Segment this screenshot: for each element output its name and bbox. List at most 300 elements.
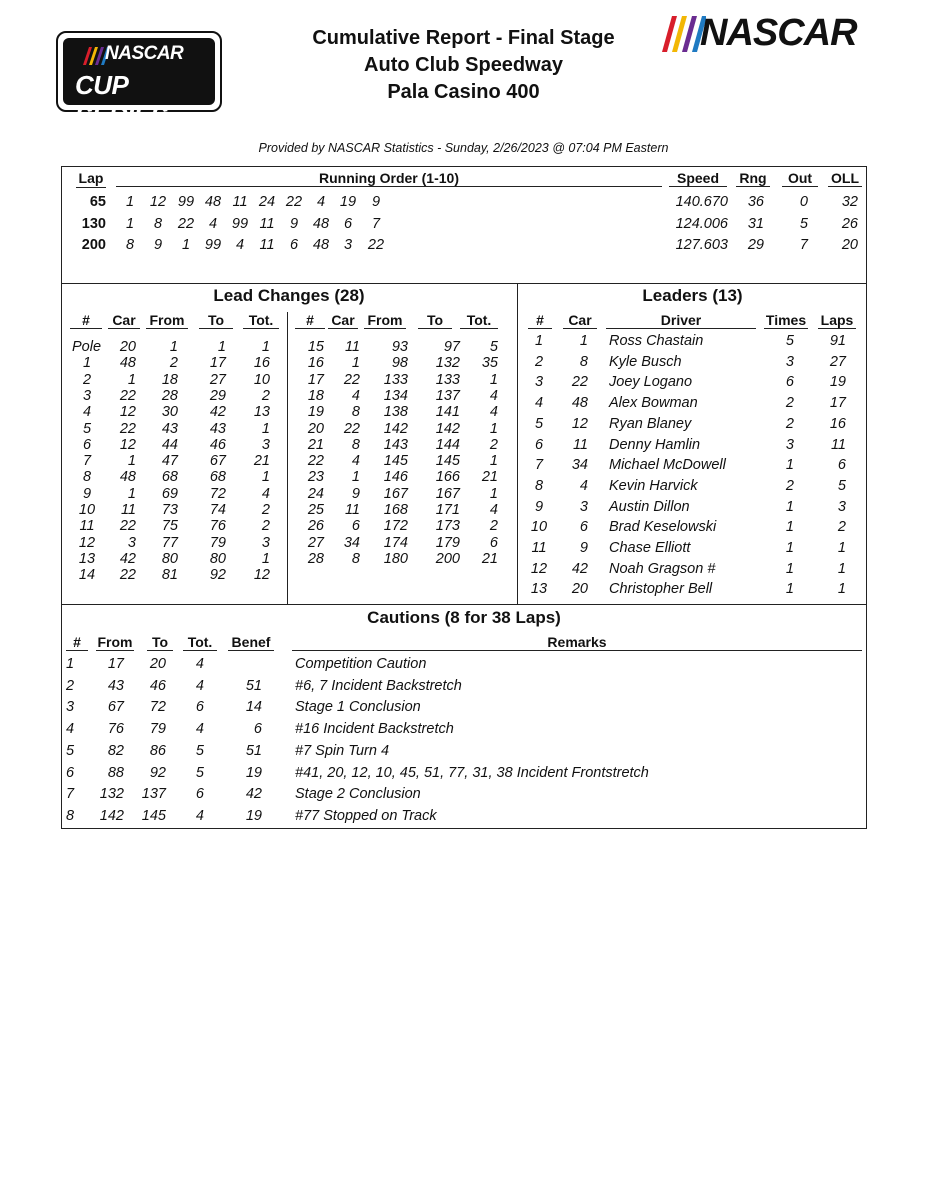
lead-change-cell: 72: [209, 485, 226, 502]
lead-change-cell: 28: [307, 550, 324, 567]
lead-change-cell: 6: [351, 518, 360, 535]
caution-from: 67: [107, 699, 124, 716]
leaders-title: Leaders (13): [642, 286, 743, 305]
running-order-rng: 29: [747, 237, 764, 253]
lead-change-cell: 1: [217, 339, 226, 355]
nascar-logo: [662, 14, 868, 54]
lead-change-cell: 4: [351, 453, 360, 470]
lead-change-cell: 12: [119, 436, 136, 453]
leader-car: 12: [571, 415, 588, 432]
running-order-car: 9: [371, 194, 381, 210]
lead-change-cell: 137: [435, 387, 460, 404]
race-name: Pala Casino 400: [387, 81, 540, 103]
lead-change-cell: 138: [383, 404, 408, 421]
leader-rank: 10: [530, 519, 548, 536]
running-order-car: 4: [316, 194, 326, 210]
cautions-title: Cautions (8 for 38 Laps): [367, 608, 561, 627]
lead-changes-col-header: Tot.: [460, 312, 498, 329]
running-order-car: 8: [153, 215, 163, 232]
leader-times: 2: [785, 395, 794, 412]
track-name: Auto Club Speedway: [364, 54, 563, 76]
leader-times: 1: [785, 519, 794, 536]
leader-driver: Ross Chastain: [609, 333, 704, 349]
lead-change-cell: 2: [261, 518, 270, 535]
caution-number: 2: [66, 677, 75, 694]
caution-benef: 14: [245, 699, 262, 716]
running-order-car: 12: [149, 194, 167, 210]
lead-changes-title: Lead Changes (28): [213, 286, 365, 305]
lead-changes-col-header: Car: [108, 312, 140, 329]
lead-change-cell: 167: [383, 485, 408, 502]
leaders-col-header: Car: [563, 312, 597, 329]
lead-change-cell: 22: [307, 453, 324, 470]
running-order-car: 99: [231, 215, 249, 232]
lead-change-cell: 2: [169, 355, 178, 372]
lead-change-cell: 4: [489, 387, 498, 404]
lead-change-cell: 25: [307, 502, 324, 518]
leader-times: 3: [785, 353, 794, 370]
lead-change-cell: 4: [351, 387, 360, 404]
lead-changes-col-header: To: [199, 312, 233, 329]
running-order-car: 48: [312, 215, 330, 232]
lead-change-cell: 1: [82, 355, 92, 372]
lead-change-cell: 141: [435, 404, 460, 421]
caution-benef: 51: [245, 742, 262, 759]
lead-change-cell: 8: [351, 404, 360, 421]
lead-change-cell: 1: [489, 485, 498, 502]
caution-total: 4: [195, 807, 204, 824]
lead-change-cell: 132: [435, 355, 460, 372]
lead-change-cell: 145: [383, 453, 408, 470]
caution-total: 4: [195, 656, 204, 672]
lead-change-cell: 21: [481, 550, 498, 567]
leader-laps: 3: [837, 498, 846, 515]
lead-change-cell: 77: [161, 534, 178, 551]
caution-from: 82: [107, 742, 124, 759]
leader-car: 11: [572, 436, 588, 453]
lead-change-cell: 97: [443, 339, 460, 355]
leader-times: 6: [785, 374, 794, 391]
lead-change-cell: 20: [307, 420, 324, 437]
lead-change-cell: 18: [307, 387, 324, 404]
leader-laps: 11: [830, 436, 846, 453]
cautions-col-header: #: [66, 634, 88, 651]
cautions-col-header: Remarks: [292, 634, 862, 651]
lead-change-cell: 10: [253, 371, 270, 388]
lead-change-cell: 8: [351, 550, 360, 567]
leader-rank: 2: [534, 353, 544, 370]
running-order-oll: 26: [841, 215, 858, 232]
lead-change-cell: 30: [161, 404, 178, 421]
leader-car: 1: [579, 333, 588, 349]
caution-to: 72: [149, 699, 166, 716]
lead-change-cell: 1: [261, 420, 270, 437]
cautions-col-header: From: [97, 634, 133, 650]
lead-change-cell: 9: [351, 485, 360, 502]
caution-remarks: Competition Caution: [295, 656, 427, 672]
lead-changes-col-header: Tot.: [243, 312, 279, 329]
leader-car: 34: [571, 457, 588, 474]
leader-rank: 6: [534, 436, 544, 453]
lead-change-cell: 79: [209, 534, 226, 551]
lead-change-cell: 16: [253, 355, 270, 372]
leader-car: 9: [579, 540, 588, 556]
caution-to: 86: [149, 742, 166, 759]
caution-to: 79: [149, 721, 166, 738]
report-title: Cumulative Report - Final Stage: [312, 27, 615, 49]
lead-change-cell: 144: [435, 436, 460, 453]
leader-car: 6: [579, 519, 588, 536]
lead-change-cell: 166: [435, 469, 460, 486]
lead-change-cell: 179: [435, 534, 460, 551]
lead-change-cell: 73: [161, 502, 178, 518]
caution-number: 6: [66, 764, 75, 781]
leader-laps: 19: [829, 374, 846, 391]
running-order-out: 5: [799, 215, 808, 232]
lead-change-cell: 68: [209, 469, 226, 486]
running-order-speed: 140.670: [675, 194, 728, 210]
col-header-lap: Lap: [78, 170, 104, 186]
lead-change-cell: 2: [489, 436, 498, 453]
lead-changes-col-header: Car: [328, 312, 358, 329]
lead-change-cell: 26: [307, 518, 324, 535]
lead-change-cell: 67: [209, 453, 226, 470]
lead-change-cell: 17: [307, 371, 324, 388]
lead-change-cell: 1: [127, 371, 136, 388]
lead-change-cell: 1: [261, 469, 270, 486]
lead-change-cell: 48: [119, 469, 136, 486]
leader-car: 4: [579, 477, 588, 494]
leader-car: 20: [571, 581, 588, 598]
running-order-car: 3: [343, 237, 353, 253]
leader-driver: Kyle Busch: [609, 353, 682, 370]
caution-total: 5: [195, 764, 204, 781]
lead-change-cell: 3: [82, 387, 92, 404]
lead-change-cell: 1: [127, 485, 136, 502]
lead-changes-col-header: From: [364, 312, 406, 329]
caution-remarks: #41, 20, 12, 10, 45, 51, 77, 31, 38 Incident Frontstretch: [295, 764, 649, 781]
lead-change-cell: 22: [119, 387, 136, 404]
lead-change-cell: 146: [383, 469, 408, 486]
lead-change-cell: 3: [261, 436, 270, 453]
leader-times: 1: [785, 540, 794, 556]
lead-change-cell: 18: [161, 371, 178, 388]
lead-change-cell: 42: [119, 550, 136, 567]
lead-changes-col-header: To: [418, 312, 452, 329]
leader-laps: 91: [829, 333, 846, 349]
lead-change-cell: 3: [261, 534, 270, 551]
running-order-car: 11: [259, 215, 275, 232]
lead-change-cell: 180: [383, 550, 408, 567]
caution-to: 46: [149, 677, 166, 694]
leader-rank: 1: [534, 333, 544, 349]
running-order-car: 11: [232, 194, 248, 210]
running-order-car: 6: [289, 237, 299, 253]
lead-change-cell: 15: [307, 339, 324, 355]
lead-change-cell: 81: [161, 567, 178, 584]
caution-total: 4: [195, 721, 204, 738]
col-header-oll: OLL: [828, 170, 862, 187]
caution-number: 4: [66, 721, 75, 738]
leaders-col-header: Laps: [818, 312, 856, 329]
leader-car: 22: [571, 374, 588, 391]
running-order-lap: 130: [81, 215, 106, 232]
leader-car: 42: [571, 560, 588, 577]
lead-change-cell: 11: [79, 518, 95, 535]
caution-from: 76: [107, 721, 124, 738]
lead-change-cell: 173: [435, 518, 460, 535]
lead-change-cell: 4: [489, 502, 498, 518]
lead-change-cell: 11: [120, 502, 136, 518]
lead-change-cell: 43: [209, 420, 226, 437]
caution-total: 5: [195, 742, 204, 759]
lead-change-cell: 134: [383, 387, 408, 404]
leader-laps: 27: [829, 353, 846, 370]
caution-from: 142: [99, 807, 124, 824]
running-order-speed: 127.603: [675, 237, 728, 253]
caution-to: 92: [149, 764, 166, 781]
lead-change-cell: 2: [82, 371, 92, 388]
running-order-rng: 31: [747, 215, 764, 232]
lead-change-cell: 23: [307, 469, 324, 486]
lead-change-cell: 98: [391, 355, 408, 372]
leader-rank: 8: [534, 477, 544, 494]
leader-laps: 1: [837, 581, 846, 598]
leader-laps: 6: [837, 457, 846, 474]
leader-times: 1: [785, 560, 794, 577]
nascar-logo-text: NASCAR: [700, 12, 857, 54]
lead-change-cell: 75: [161, 518, 178, 535]
caution-number: 8: [66, 807, 75, 824]
running-order-oll: 20: [841, 237, 858, 253]
leader-driver: Joey Logano: [609, 374, 693, 391]
lead-change-cell: 168: [383, 502, 408, 518]
col-header-out: Out: [782, 170, 818, 187]
running-order-car: 8: [125, 237, 135, 253]
leader-times: 2: [785, 415, 794, 432]
lead-change-cell: 16: [307, 355, 324, 372]
lead-change-cell: 167: [435, 485, 460, 502]
lead-change-cell: 21: [481, 469, 498, 486]
leader-times: 3: [785, 436, 794, 453]
col-header-speed: Speed: [669, 170, 727, 187]
lead-change-cell: 21: [253, 453, 270, 470]
lead-change-cell: 34: [343, 534, 360, 551]
col-header-rng: Rng: [736, 170, 770, 187]
running-order-car: 4: [208, 215, 218, 232]
leader-rank: 11: [531, 540, 547, 556]
lead-change-cell: 22: [119, 567, 136, 584]
leader-rank: 12: [530, 560, 548, 577]
lead-change-cell: 7: [82, 453, 92, 470]
leader-rank: 3: [534, 374, 544, 391]
lead-change-cell: 12: [78, 534, 96, 551]
leader-laps: 2: [837, 519, 846, 536]
lead-changes-col-header: #: [295, 312, 325, 329]
lead-change-cell: 20: [119, 339, 136, 355]
caution-remarks: Stage 1 Conclusion: [295, 699, 421, 716]
caution-benef: 42: [245, 786, 262, 803]
leaders-col-header: Times: [765, 312, 807, 328]
leader-driver: Alex Bowman: [609, 395, 698, 412]
lead-change-cell: 80: [209, 550, 226, 567]
caution-from: 88: [107, 764, 124, 781]
leader-car: 48: [571, 395, 588, 412]
leader-driver: Kevin Harvick: [609, 477, 698, 494]
leader-times: 1: [785, 457, 794, 474]
lead-change-cell: 47: [161, 453, 178, 470]
lead-change-cell: 2: [489, 518, 498, 535]
running-order-car: 11: [259, 237, 275, 253]
caution-remarks: #77 Stopped on Track: [295, 807, 437, 824]
caution-number: 7: [66, 786, 75, 803]
caution-benef: 19: [245, 807, 262, 824]
leader-laps: 1: [837, 560, 846, 577]
lead-change-cell: 13: [78, 550, 96, 567]
lead-change-cell: 43: [161, 420, 178, 437]
leader-rank: 9: [534, 498, 544, 515]
lead-change-cell: 6: [489, 534, 498, 551]
lead-change-cell: 1: [169, 339, 178, 355]
lead-change-cell: 69: [161, 485, 178, 502]
lead-change-cell: 142: [383, 420, 408, 437]
running-order-out: 7: [799, 237, 808, 253]
lead-change-cell: 28: [161, 387, 178, 404]
lead-change-cell: 29: [209, 387, 226, 404]
cautions-col-header: Benef: [228, 634, 274, 651]
lead-change-cell: 11: [344, 502, 360, 518]
lead-change-cell: 174: [383, 534, 408, 551]
lead-change-cell: 22: [119, 420, 136, 437]
lead-change-cell: 1: [489, 453, 498, 470]
leader-rank: 7: [534, 457, 544, 474]
leader-rank: 5: [534, 415, 544, 432]
leader-laps: 17: [829, 395, 846, 412]
lead-change-cell: 6: [82, 436, 92, 453]
running-order-car: 1: [125, 215, 135, 232]
lead-change-cell: 4: [261, 485, 270, 502]
caution-from: 132: [99, 786, 124, 803]
leader-driver: Brad Keselowski: [609, 519, 717, 536]
lead-change-cell: 172: [383, 518, 408, 535]
leader-driver: Austin Dillon: [609, 498, 690, 515]
lead-change-cell: 24: [307, 485, 324, 502]
lead-change-cell: 21: [307, 436, 324, 453]
lead-change-cell: 44: [161, 436, 178, 453]
running-order-car: 99: [177, 194, 195, 210]
lead-change-cell: 200: [435, 550, 460, 567]
lead-change-cell: 8: [351, 436, 360, 453]
caution-benef: 19: [245, 764, 262, 781]
lead-change-cell: 68: [161, 469, 178, 486]
leader-driver: Noah Gragson #: [609, 560, 716, 577]
leader-driver: Chase Elliott: [609, 540, 691, 556]
running-order-car: 48: [204, 194, 222, 210]
lead-change-cell: 13: [253, 404, 270, 421]
leader-laps: 5: [837, 477, 846, 494]
running-order-car: 9: [153, 237, 163, 253]
leader-driver: Ryan Blaney: [609, 415, 692, 432]
running-order-car: 22: [285, 194, 303, 210]
caution-remarks: #16 Incident Backstretch: [295, 721, 454, 738]
lead-change-cell: 9: [82, 485, 92, 502]
caution-from: 17: [107, 656, 124, 672]
lead-change-cell: 4: [489, 404, 498, 421]
lead-change-cell: 3: [127, 534, 136, 551]
leader-laps: 1: [837, 540, 846, 556]
running-order-car: 99: [204, 237, 222, 253]
running-order-car: 1: [181, 237, 191, 253]
leader-driver: Christopher Bell: [609, 581, 713, 598]
caution-remarks: Stage 2 Conclusion: [295, 786, 421, 803]
lead-change-cell: 27: [209, 371, 226, 388]
lead-change-cell: 42: [209, 404, 226, 421]
lead-change-cell: 74: [209, 502, 226, 518]
caution-total: 4: [195, 677, 204, 694]
lead-change-cell: 10: [78, 502, 96, 518]
leader-rank: 4: [534, 395, 544, 412]
caution-to: 145: [141, 807, 166, 824]
leader-driver: Michael McDowell: [609, 457, 726, 474]
running-order-car: 19: [339, 194, 357, 210]
caution-total: 6: [195, 699, 204, 716]
running-order-car: 4: [235, 237, 245, 253]
col-header-running-order: Running Order (1-10): [116, 170, 662, 187]
lead-change-cell: 1: [127, 453, 136, 470]
caution-remarks: #6, 7 Incident Backstretch: [295, 677, 462, 694]
caution-remarks: #7 Spin Turn 4: [295, 742, 390, 759]
leader-times: 5: [785, 333, 794, 349]
lead-change-cell: 1: [489, 420, 498, 437]
running-order-car: 22: [367, 237, 385, 253]
lead-change-cell: 1: [261, 339, 270, 355]
lead-change-cell: 8: [82, 469, 92, 486]
lead-change-cell: 145: [435, 453, 460, 470]
lead-change-cell: 171: [435, 502, 460, 518]
leader-car: 8: [579, 353, 588, 370]
leader-laps: 16: [829, 415, 846, 432]
caution-to: 137: [141, 786, 166, 803]
lead-change-cell: 22: [343, 371, 360, 388]
running-order-car: 48: [312, 237, 330, 253]
lead-change-cell: 46: [209, 436, 226, 453]
cup-logo-series-text: CUP SERIES: [75, 70, 168, 131]
cautions-col-header: To: [147, 634, 173, 651]
lead-change-cell: 2: [261, 387, 270, 404]
running-order-car: 24: [258, 194, 276, 210]
lead-change-cell: 133: [435, 371, 460, 388]
lead-change-cell: 19: [307, 404, 324, 421]
cup-logo-nascar-text: NASCAR: [105, 43, 184, 64]
running-order-car: 1: [125, 194, 135, 210]
lead-change-cell: 5: [489, 339, 498, 355]
lead-change-cell: 2: [261, 502, 270, 518]
caution-from: 43: [107, 677, 124, 694]
lead-change-cell: 14: [78, 567, 96, 584]
caution-to: 20: [149, 656, 166, 672]
provided-by-line: Provided by NASCAR Statistics - Sunday, 2/26/2023 @ 07:04 PM Eastern: [258, 141, 669, 155]
lead-change-cell: 12: [119, 404, 136, 421]
running-order-car: 6: [343, 215, 353, 232]
running-order-oll: 32: [841, 194, 858, 210]
caution-benef: 6: [253, 721, 262, 738]
lead-change-cell: 1: [351, 355, 360, 372]
running-order-out: 0: [799, 194, 808, 210]
lead-change-cell: 48: [119, 355, 136, 372]
lead-change-cell: 17: [209, 355, 226, 372]
caution-number: 1: [66, 656, 75, 672]
lead-change-cell: 22: [119, 518, 136, 535]
